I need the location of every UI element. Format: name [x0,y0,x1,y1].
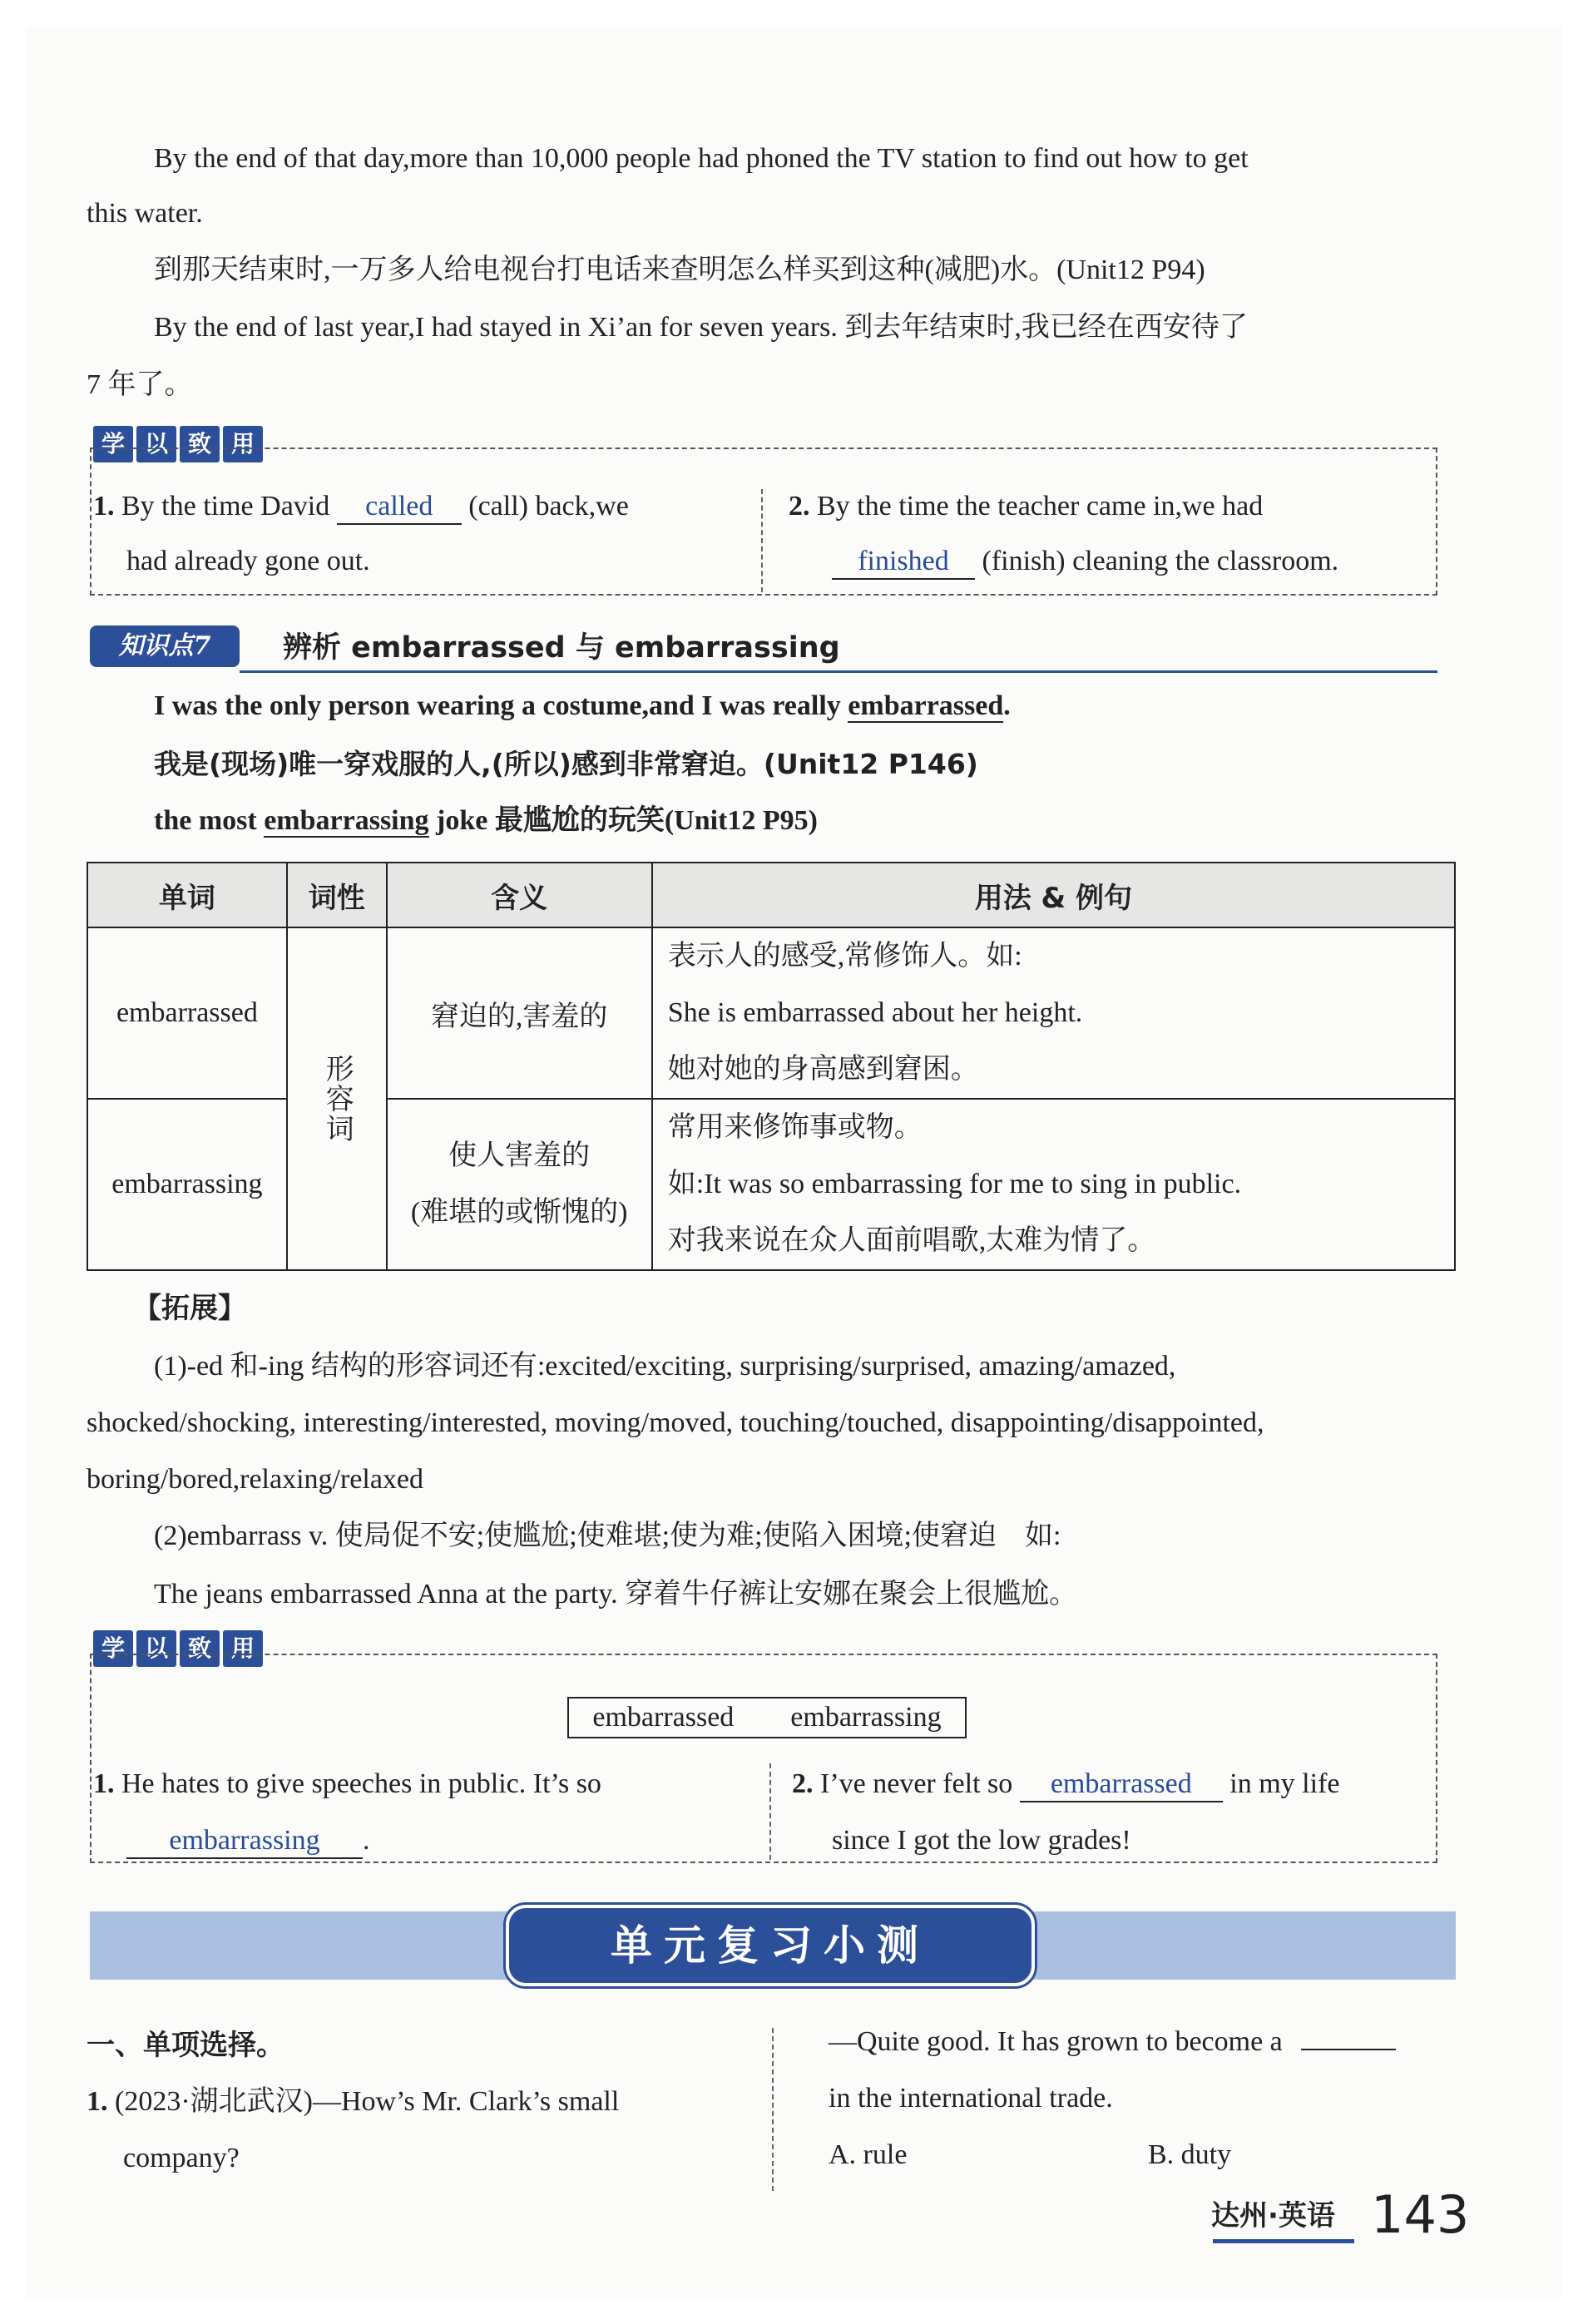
tag-char: 致 [180,426,220,462]
example-text: joke 最尴尬的玩笑(Unit12 P95) [428,805,818,836]
footer-label: 达州·英语 [1211,2199,1335,2233]
q-number: 1. [93,1768,115,1799]
usage-line: 她对她的身高感到窘困。 [667,1054,979,1085]
expand-p1-line1: (1)-ed 和-ing 结构的形容词还有:excited/exciting, surprising/surprised, amazing/amazed, [154,1351,1176,1382]
practice2-q2-line2: since I got the low grades! [832,1825,1131,1856]
review-q1-line2: company? [123,2143,240,2173]
review-q1-line1 [87,2083,619,2121]
expand-p3: The jeans embarrassed Anna at the party. 穿着牛仔裤让安娜在聚会上很尴尬。 [154,1579,1078,1609]
meaning-line: (难堪的或惭愧的) [410,1197,628,1228]
tag-char: 用 [223,1630,263,1667]
q-number: 1. [87,2086,108,2117]
option-a[interactable]: A. rule [829,2139,908,2170]
expand-heading: 【拓展】 [133,1292,246,1325]
intro-line-2: this water. [87,198,203,229]
meaning-cell: 窘迫的,害羞的 [387,927,652,1099]
tag-char: 以 [136,426,176,462]
expand-p2: (2)embarrass v. 使局促不安;使尴尬;使难堪;使为难;使陷入困境;使窘迫 如: [154,1520,1061,1551]
practice2-q1-line2 [126,1822,370,1860]
intro-line-1: By the end of that day,more than 10,000 people had phoned the TV station to find out how to get [154,143,1249,174]
usage-cell [652,1099,1455,1270]
option-b[interactable]: B. duty [1148,2139,1232,2170]
q-text: (2023·湖北武汉)—How’s Mr. Clark’s small [115,2086,620,2117]
review-right-line1 [829,2023,1396,2061]
review-right-line2: in the international trade. [829,2083,1113,2114]
expand-p1-line2: shocked/shocking, interesting/interested, moving/moved, touching/touched, disappointing/disappointed, [87,1407,1264,1438]
practice-divider [769,1763,771,1860]
intro-line-5: 7 年了。 [87,369,193,400]
word-cell: embarrassed [87,927,287,1099]
intro-line-3: 到那天结束时,一万多人给电视台打电话来查明怎么样买到这种(减肥)水。(Unit12 P94) [154,255,1205,285]
usage-line: 对我来说在众人面前唱歌,太难为情了。 [667,1225,1156,1256]
q-text: By the time David [121,491,330,522]
meaning-cell [387,1099,652,1270]
example-text: . [1003,690,1011,721]
table-header: 用法 & 例句 [652,863,1455,927]
table-header: 词性 [287,863,387,927]
key-word: embarrassed [848,690,1004,721]
point7-example-1-cn: 我是(现场)唯一穿戏服的人,(所以)感到非常窘迫。(Unit12 P146) [154,748,978,780]
column-divider [772,2028,774,2191]
table-header: 单词 [87,863,287,927]
word-bank: embarrassed embarrassing [567,1697,967,1738]
q-text: By the time the teacher came in,we had [817,491,1264,522]
intro-line-4: By the end of last year,I had stayed in Xi’an for seven years. 到去年结束时,我已经在西安待了 [154,312,1248,343]
meaning-line: 使人害羞的 [448,1140,591,1171]
word-cell: embarrassing [87,1099,287,1270]
answer-blank[interactable] [1301,2049,1396,2050]
q-text: He hates to give speeches in public. It’s so [121,1768,601,1799]
q-text: (finish) cleaning the classroom. [982,546,1339,576]
q-text: . [363,1825,370,1856]
usage-cell [652,927,1455,1099]
answer-blank[interactable]: finished [832,545,975,580]
answer-blank[interactable]: embarrassed [1020,1768,1223,1802]
knowledge-point-badge: 知识点7 [90,626,240,667]
practice1-q2 [789,487,1263,526]
q-number: 1. [93,491,115,522]
title-underline [240,670,1437,673]
q-number: 2. [789,491,810,522]
q-text: —Quite good. It has grown to become a [829,2026,1283,2057]
footer-underline [1213,2239,1354,2243]
example-text: I was the only person wearing a costume,and I was really [154,690,848,721]
practice-divider [761,489,763,592]
practice1-q1-line2: had already gone out. [126,546,370,576]
tag-char: 以 [136,1630,176,1667]
key-word: embarrassing [264,805,429,836]
usage-line: She is embarrassed about her height. [667,997,1083,1028]
answer-blank[interactable]: embarrassing [126,1824,363,1859]
example-text: the most [154,805,265,836]
usage-line: 常用来修饰事或物。 [667,1112,923,1143]
pos-cell [287,927,387,1270]
tag-char: 用 [223,426,263,462]
review-section-title: 一、单项选择。 [87,2029,284,2062]
page-number: 143 [1371,2184,1470,2245]
usage-line: 表示人的感受,常修饰人。如: [667,941,1022,972]
table-header: 含义 [387,863,652,927]
tag-char: 致 [180,1630,220,1667]
usage-line: 如:It was so embarrassing for me to sing in public. [667,1169,1242,1199]
comparison-table [87,862,1456,1271]
q-text: in my life [1229,1768,1340,1799]
tag-char: 学 [93,1630,133,1667]
practice1-q2-line2 [832,542,1338,581]
practice2-q1 [93,1765,601,1803]
table-header-row [87,863,1455,927]
q-number: 2. [792,1768,814,1799]
practice1-q1 [93,487,629,526]
answer-blank[interactable]: called [337,490,462,525]
tag-char: 学 [93,426,133,462]
practice2-q2 [792,1765,1339,1803]
q-text: (call) back,we [468,491,629,522]
table-row [87,927,1455,1099]
point7-example-1 [154,687,1011,725]
expand-p1-line3: boring/bored,relaxing/relaxed [87,1464,424,1495]
knowledge-point-title: 辨析 embarrassed 与 embarrassing [283,631,840,665]
review-banner-title: 单元复习小测 [506,1905,1035,1986]
pos-text: 形容词 [321,1054,353,1144]
q-text: I’ve never felt so [820,1768,1013,1799]
point7-example-2 [154,802,818,840]
